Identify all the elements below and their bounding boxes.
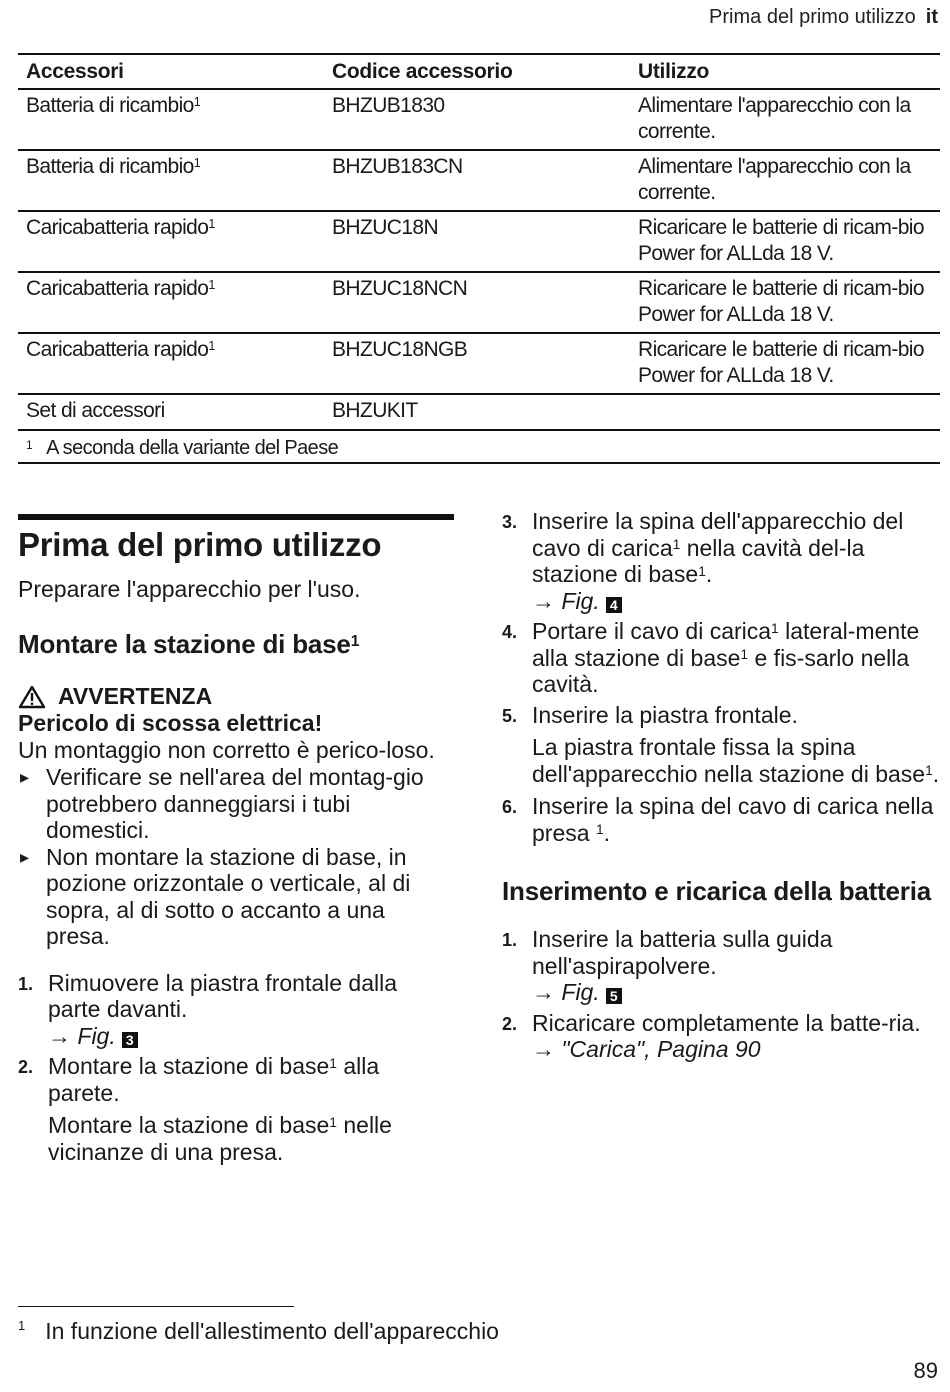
header-language: it bbox=[925, 6, 938, 28]
step-item: 6. Inserire la spina del cavo di carica nella presa $^1$. bbox=[502, 793, 934, 846]
warning-bullets bbox=[18, 764, 454, 950]
accessory-code-cell: BHZUC18N bbox=[332, 216, 439, 239]
step-item: 3. Inserire la spina dell'apparecchio del cavo di carica$^1$ nella cavità del-la stazione di base$^1$. → Fig. 4 bbox=[502, 508, 904, 614]
accessory-use-cell: Alimentare l'apparecchio con la corrente. bbox=[638, 94, 911, 143]
section-rule bbox=[18, 514, 454, 520]
figure-reference: → Fig. 3 bbox=[48, 1023, 138, 1049]
column-header-codice: Codice accessorio bbox=[332, 60, 513, 83]
accessories-table bbox=[18, 53, 940, 464]
step-item: 2. Montare la stazione di base$^1$ alla parete. Montare la stazione di base$^1$ nelle vicinanze di una presa. bbox=[18, 1053, 454, 1165]
figure-reference: → Fig. 4 bbox=[532, 588, 622, 614]
warning-heading: Pericolo di scossa elettrica! bbox=[18, 710, 323, 736]
accessory-name-cell: Caricabatteria rapido$^1$ bbox=[26, 216, 215, 239]
step-item: 2. Ricaricare completamente la batte-ria. → "Carica", Pagina 90 bbox=[502, 1009, 921, 1062]
warning-label: AVVERTENZA bbox=[58, 683, 213, 709]
list-item: ▸ Verificare se nell'area del montag-gio potrebbero danneggiarsi i tubi domestici. bbox=[18, 764, 454, 844]
accessory-code-cell: BHZUC18NCN bbox=[332, 277, 468, 300]
mount-steps-continued bbox=[502, 508, 942, 846]
accessory-code-cell: BHZUKIT bbox=[332, 399, 418, 422]
page-cross-reference: → "Carica", Pagina 90 bbox=[532, 1036, 761, 1062]
battery-steps bbox=[502, 926, 942, 1063]
header-section-title: Prima del primo utilizzo bbox=[709, 6, 916, 28]
list-item: ▸ Non montare la stazione di base, in pozione orizzontale o verticale, al di sopra, al di sotto o accanto a una presa. bbox=[18, 844, 454, 950]
footnote-rule bbox=[18, 1306, 294, 1307]
table-row bbox=[18, 150, 940, 211]
figure-number-badge: 5 bbox=[606, 988, 622, 1004]
warning-text: Un montaggio non corretto è perico-loso. bbox=[18, 737, 435, 763]
right-column bbox=[502, 508, 942, 1063]
accessory-use-cell bbox=[630, 394, 940, 430]
accessory-code-cell: BHZUB183CN bbox=[332, 155, 463, 178]
accessory-name-cell: Caricabatteria rapido$^1$ bbox=[26, 277, 215, 300]
step-result: La piastra frontale fissa la spina dell'apparecchio nella stazione di base$^1$. bbox=[532, 734, 940, 787]
step-item: 1. Inserire la batteria sulla guida nell'aspirapolvere. → Fig. 5 bbox=[502, 926, 833, 1005]
subsection-title: Montare la stazione di base$^1$ bbox=[18, 629, 360, 659]
table-row bbox=[18, 211, 940, 272]
step-item: 5. Inserire la piastra frontale. La piastra frontale fissa la spina dell'apparecchio nella stazione di base$^1$. bbox=[502, 702, 942, 788]
step-result: Montare la stazione di base$^1$ nelle vicinanze di una presa. bbox=[48, 1112, 392, 1165]
section-title-battery: Inserimento e ricarica della batteria bbox=[502, 876, 932, 906]
accessory-name-cell: Caricabatteria rapido$^1$ bbox=[26, 338, 215, 361]
left-column bbox=[18, 514, 454, 1171]
page-title: Prima del primo utilizzo bbox=[18, 526, 382, 563]
page-footnote: $^1$ In funzione dell'allestimento dell'apparecchio bbox=[18, 1318, 499, 1344]
accessory-name-cell: Batteria di ricambio$^1$ bbox=[26, 155, 201, 178]
table-row bbox=[18, 333, 940, 394]
accessory-name-cell: Set di accessori bbox=[26, 399, 165, 422]
accessory-name-cell: Batteria di ricambio$^1$ bbox=[26, 94, 201, 117]
page-number: 89 bbox=[913, 1358, 938, 1383]
figure-reference: → Fig. 5 bbox=[532, 979, 622, 1005]
table-header-row bbox=[18, 54, 940, 89]
table-footnote: $^1$ A seconda della variante del Paese bbox=[26, 437, 339, 459]
warning-header bbox=[18, 683, 454, 710]
accessory-use-cell: Ricaricare le batterie di ricam-bio Power for ALLda 18 V. bbox=[638, 216, 924, 265]
column-header-utilizzo: Utilizzo bbox=[638, 60, 710, 83]
table-row bbox=[18, 394, 940, 430]
figure-number-badge: 4 bbox=[606, 597, 622, 613]
accessory-use-cell: Ricaricare le batterie di ricam-bio Power for ALLda 18 V. bbox=[638, 338, 924, 387]
accessory-code-cell: BHZUB1830 bbox=[332, 94, 445, 117]
step-item: 4. Portare il cavo di carica$^1$ lateral-mente alla stazione di base$^1$ e fis-sarlo nella cavità. bbox=[502, 618, 920, 697]
warning-triangle-icon bbox=[18, 685, 46, 709]
column-header-accessori: Accessori bbox=[26, 60, 124, 83]
accessory-use-cell: Ricaricare le batterie di ricam-bio Power for ALLda 18 V. bbox=[638, 277, 924, 326]
running-header bbox=[709, 6, 938, 29]
step-item: 1. Rimuovere la piastra frontale dalla parte davanti. → Fig. 3 bbox=[18, 969, 398, 1049]
mount-steps bbox=[18, 970, 454, 1166]
table-footnote-row bbox=[18, 430, 940, 463]
table-row bbox=[18, 272, 940, 333]
intro-text: Preparare l'apparecchio per l'uso. bbox=[18, 576, 361, 602]
accessory-use-cell: Alimentare l'apparecchio con la corrente. bbox=[638, 155, 911, 204]
accessory-code-cell: BHZUC18NGB bbox=[332, 338, 468, 361]
figure-number-badge: 3 bbox=[122, 1032, 138, 1048]
table-row bbox=[18, 89, 940, 150]
